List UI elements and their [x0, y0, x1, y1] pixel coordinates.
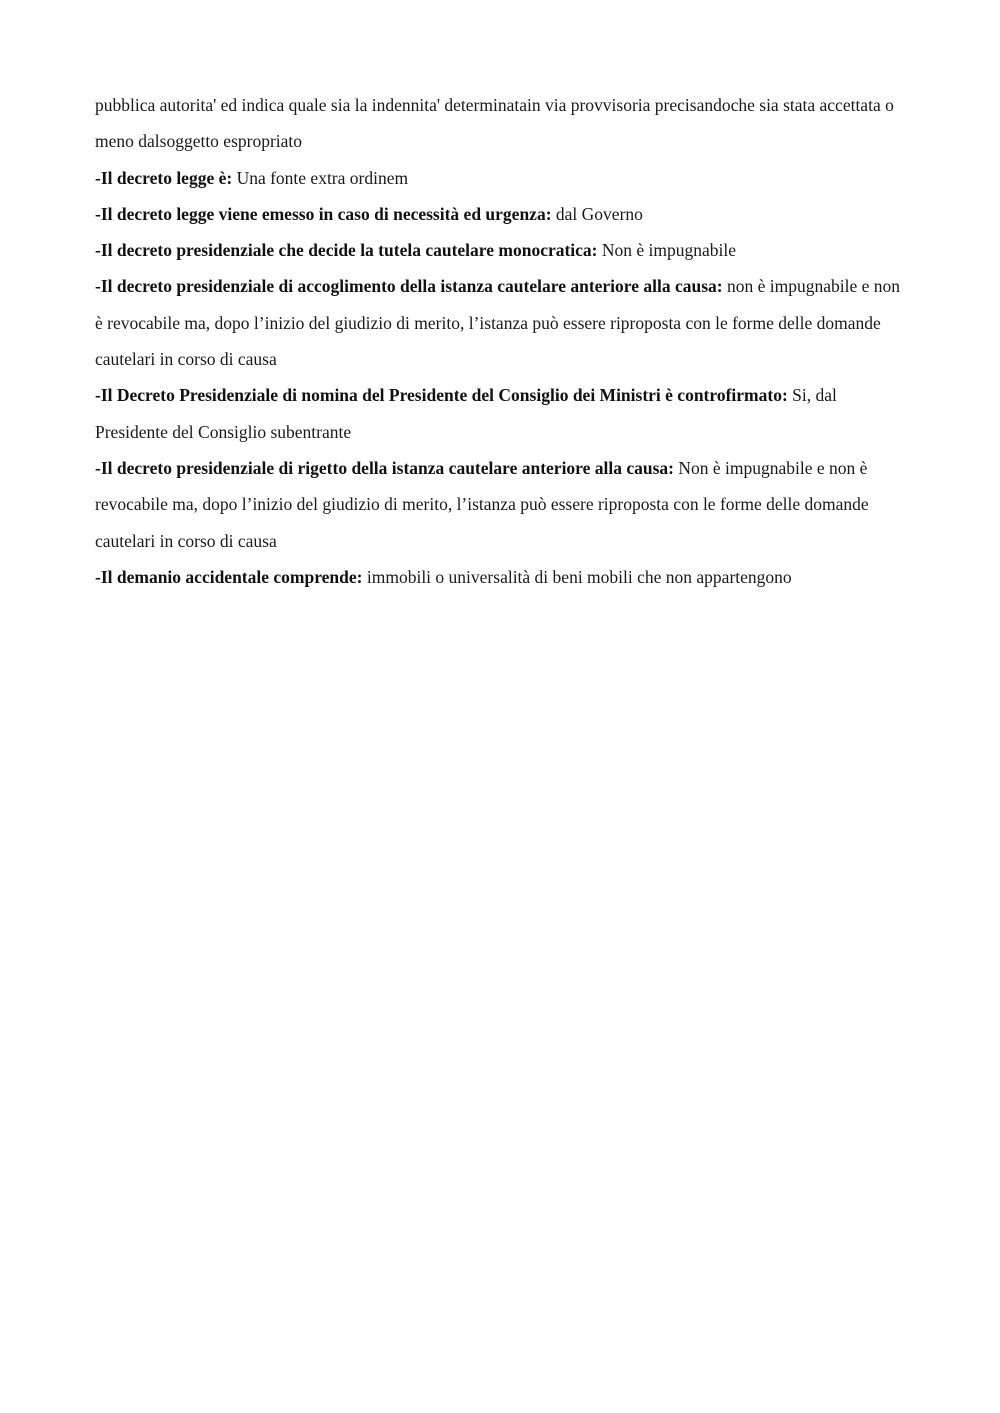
answer-text: immobili o universalità di beni mobili che non appartengono: [362, 566, 792, 587]
answer-text: pubblica autorita' ed indica quale sia la indennita' determinatain via provvisoria precisandoche sia stata accettata o meno dalsoggetto espropriato: [95, 95, 894, 152]
qa-paragraph: [95, 160, 910, 196]
question-text: -Il decreto presidenziale che decide la tutela cautelare monocratica:: [95, 240, 598, 261]
answer-text: Si, dal Presidente del Consiglio subentrante: [95, 385, 837, 442]
question-text: -Il decreto legge è:: [95, 167, 233, 188]
answer-text: Non è impugnabile: [597, 240, 737, 261]
qa-paragraph: [95, 450, 910, 559]
qa-paragraph: [95, 196, 910, 232]
qa-paragraph: [95, 377, 910, 450]
question-text: -Il demanio accidentale comprende:: [95, 566, 363, 587]
answer-text: Non è impugnabile e non è revocabile ma, dopo l’inizio del giudizio di merito, l’istanza può essere riproposta con le forme delle domande cautelari in corso di causa: [95, 457, 869, 551]
question-text: -Il decreto legge viene emesso in caso di necessità ed urgenza:: [95, 203, 552, 224]
paragraph-continuation: [95, 87, 910, 160]
answer-text: dal Governo: [551, 203, 643, 224]
question-text: -Il decreto presidenziale di accoglimento della istanza cautelare anteriore alla causa:: [95, 276, 723, 297]
qa-paragraph: [95, 232, 910, 268]
qa-paragraph: [95, 559, 910, 595]
answer-text: Una fonte extra ordinem: [232, 167, 409, 188]
question-text: -Il decreto presidenziale di rigetto della istanza cautelare anteriore alla causa:: [95, 457, 675, 478]
document-page: [95, 87, 910, 595]
answer-text: non è impugnabile e non è revocabile ma, dopo l’inizio del giudizio di merito, l’istanza può essere riproposta con le forme delle domande cautelari in corso di causa: [95, 276, 901, 370]
qa-paragraph: [95, 268, 910, 377]
question-text: -Il Decreto Presidenziale di nomina del Presidente del Consiglio dei Ministri è controfirmato:: [95, 385, 788, 406]
